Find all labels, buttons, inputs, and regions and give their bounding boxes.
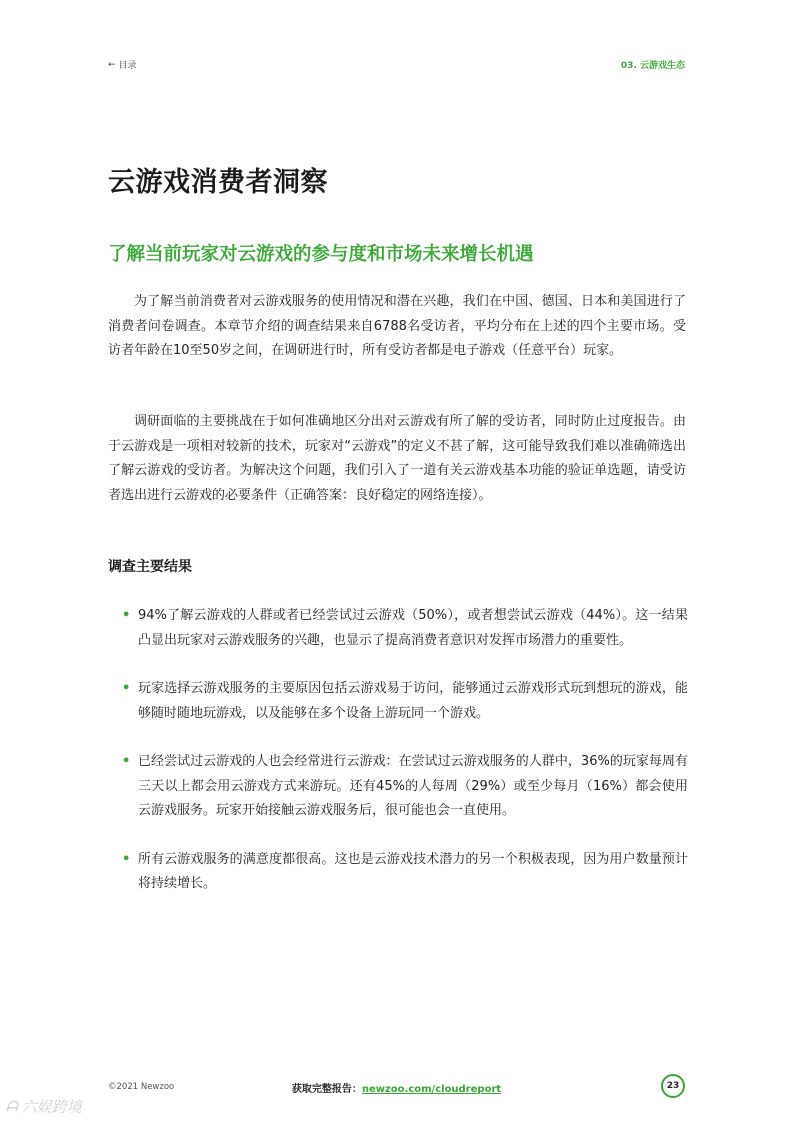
list-item-text: 已经尝试过云游戏的人也会经常进行云游戏：在尝试过云游戏服务的人群中，36%的玩家每周有三天以上都会用云游戏方式来游玩。还有45%的人每周（29%）或至少每月（16%）都会使用云游戏服务。玩家开始接触云游戏服务后，很可能也会一直使用。 <box>138 754 688 818</box>
bullet-icon: • <box>122 608 131 623</box>
toc-label: 目录 <box>118 61 137 71</box>
findings-heading: 调查主要结果 <box>108 559 192 575</box>
footer <box>108 1074 685 1102</box>
list-item-text: 所有云游戏服务的满意度都很高。这也是云游戏技术潜力的另一个积极表现，因为用户数量预计将持续增长。 <box>138 851 688 891</box>
intro-paragraph: 为了解当前消费者对云游戏服务的使用情况和潜在兴趣，我们在中国、德国、日本和美国进行了消费者问卷调查。本章节介绍的调查结果来自6788名受访者，平均分布在上述的四个主要市场。受访者年龄在10至50岁之间，在调研进行时，所有受访者都是电子游戏（任意平台）玩家。 <box>108 294 686 358</box>
list-item-text: 玩家选择云游戏服务的主要原因包括云游戏易于访问，能够通过云游戏形式玩到想玩的游戏，能够随时随地玩游戏，以及能够在多个设备上游玩同一个游戏。 <box>138 681 688 721</box>
list-item <box>122 750 688 824</box>
back-arrow-icon: ← <box>108 59 116 70</box>
watermark-text: 六娱跨境 <box>21 1098 82 1116</box>
findings-list <box>122 604 688 921</box>
report-cta <box>292 1080 501 1095</box>
page-subtitle: 了解当前玩家对云游戏的参与度和市场未来增长机遇 <box>108 244 534 265</box>
cta-prefix: 获取完整报告： <box>291 1084 362 1095</box>
copyright: ©2021 Newzoo <box>108 1082 175 1092</box>
list-item <box>122 604 688 653</box>
bullet-icon: • <box>122 851 131 867</box>
watermark <box>6 1096 82 1117</box>
challenge-paragraph: 调研面临的主要挑战在于如何准确地区分出对云游戏有所了解的受访者，同时防止过度报告。由于云游戏是一项相对较新的技术，玩家对“云游戏”的定义不甚了解，这可能导致我们难以准确筛选出了解云游戏的受访者。为解决这个问题，我们引入了一道有关云游戏基本功能的验证单选题，请受访者选出进行云游戏的必要条件（正确答案：良好稳定的网络连接）。 <box>108 414 686 503</box>
list-item <box>122 677 688 726</box>
watermark-logo-icon: ᗩ <box>6 1098 18 1115</box>
list-item <box>122 848 688 897</box>
bullet-icon: • <box>122 681 131 696</box>
list-item-text: 94%了解云游戏的人群或者已经尝试过云游戏（50%），或者想尝试云游戏（44%）。这一结果凸显出玩家对云游戏服务的兴趣，也显示了提高消费者意识对发挥市场潜力的重要性。 <box>138 608 688 648</box>
top-bar <box>108 58 685 72</box>
section-label: 03. 云游戏生态 <box>620 61 685 71</box>
page-title: 云游戏消费者洞察 <box>108 167 328 198</box>
report-link[interactable]: newzoo.com/cloudreport <box>361 1084 502 1095</box>
bullet-icon: • <box>122 754 131 769</box>
page-number: 23 <box>661 1074 685 1098</box>
toc-link[interactable] <box>108 58 137 71</box>
